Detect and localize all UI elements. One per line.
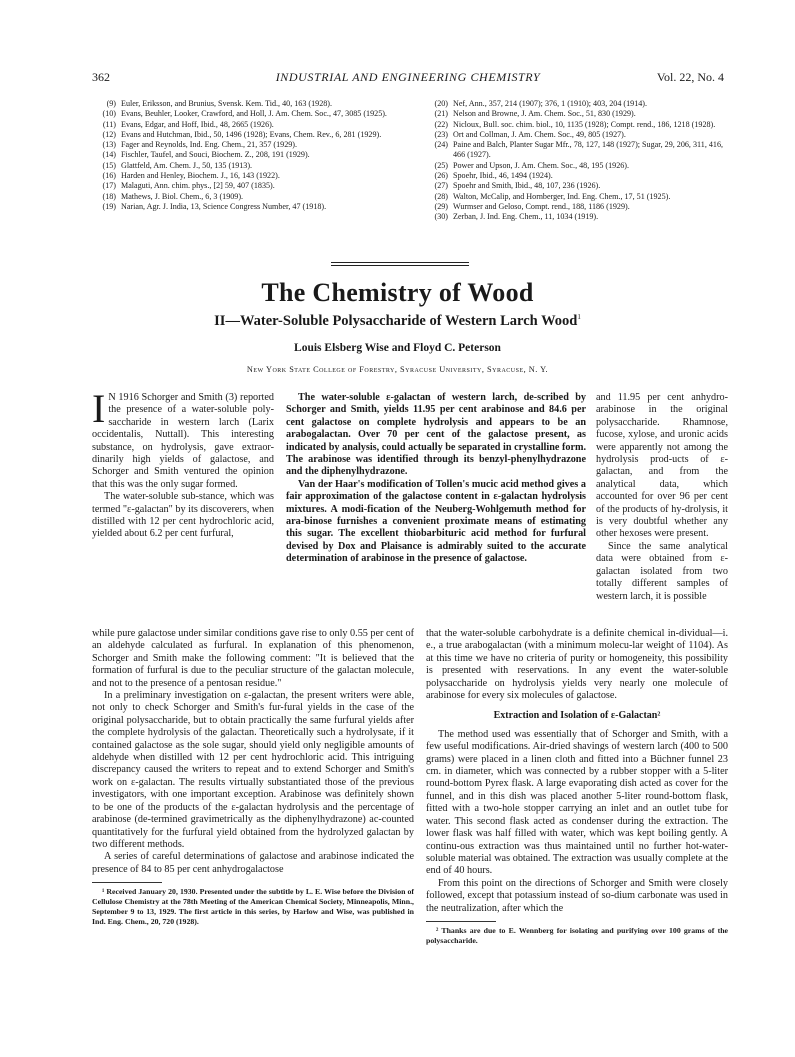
right-narrow-column xyxy=(596,392,728,603)
reference-entry xyxy=(424,99,728,109)
body-right-paragraph-1: that the water-soluble carbohydrate is a definite chemical in-dividual—i. e., a true arabogalactan (with a minimum molecu-lar weight of 1104). As at this time we have no criteria of purity or homogeneity, this possibility is presented with reservations. In any event the water-soluble polysaccharide on hydrolysis yields very nearly one molecule of arabinose for every six molecules of galactose. xyxy=(426,628,728,702)
reference-entry xyxy=(424,212,728,222)
right-column-paragraph-1: and 11.95 per cent anhydro-arabinose in the original polysaccharide. Rhamnose, fucose, xylose, and uronic acids were apparently not among the hydrolysis prod-ucts of ε-galactan, and from the analytical data, which accounted for over 96 per cent of the products of hy-drolysis, it is very doubtful whether any other hexoses were present. xyxy=(596,392,728,540)
divider-rule xyxy=(331,265,469,266)
section-heading: Extraction and Isolation of ε-Galactan² xyxy=(493,710,661,722)
reference-entry xyxy=(92,120,408,130)
reference-entry xyxy=(92,140,408,150)
reference-number: (17) xyxy=(102,181,116,191)
footnote-2: ² Thanks are due to E. Wennberg for isolating and purifying over 100 grams of the polysaccharide. xyxy=(426,925,728,945)
references-left xyxy=(92,99,408,212)
author-affiliation: New York State College of Forestry, Syracuse University, Syracuse, N. Y. xyxy=(246,365,549,374)
divider-rule xyxy=(331,262,469,263)
reference-text: Power and Upson, J. Am. Chem. Soc., 48, 195 (1926). xyxy=(453,160,630,170)
body-right-column xyxy=(426,628,728,946)
reference-entry xyxy=(92,171,408,181)
reference-text: Mathews, J. Biol. Chem., 6, 3 (1909). xyxy=(121,191,244,201)
article-subtitle xyxy=(0,313,795,330)
reference-number: (23) xyxy=(434,129,448,139)
reference-text: Walton, McCalip, and Hornberger, Ind. Eng. Chem., 17, 51 (1925). xyxy=(453,191,671,201)
body-right-paragraph-3: From this point on the directions of Schorger and Smith were closely followed, except that potassium instead of so-dium carbonate was used in the neutralization, after which the xyxy=(426,877,728,914)
reference-entry xyxy=(92,161,408,171)
reference-entry xyxy=(92,202,408,212)
subtitle-text: II—Water-Soluble Polysaccharide of Western Larch Wood xyxy=(214,313,578,329)
reference-entry xyxy=(424,192,728,202)
reference-text: Fischler, Taufel, and Souci, Biochem. Z., 208, 191 (1929). xyxy=(121,150,310,160)
reference-number: (16) xyxy=(102,171,116,181)
reference-number: (24) xyxy=(434,140,448,150)
reference-text: Euler, Eriksson, and Brunius, Svensk. Kem. Tid., 40, 163 (1928). xyxy=(121,99,333,108)
reference-text: Nef, Ann., 357, 214 (1907); 376, 1 (1910); 403, 204 (1914). xyxy=(453,99,648,108)
page-number: 362 xyxy=(92,70,110,84)
reference-text: Spoehr, Ibid., 46, 1494 (1924). xyxy=(453,171,553,181)
right-column-paragraph-2: Since the same analytical data were obtained from ε-galactan isolated from two totally different samples of western larch, it is possible xyxy=(596,540,728,602)
reference-entry xyxy=(424,120,728,130)
reference-number: (26) xyxy=(434,171,448,181)
reference-text: Harden and Henley, Biochem. J., 16, 143 (1922). xyxy=(121,171,280,181)
reference-entry xyxy=(92,192,408,202)
reference-entry xyxy=(424,181,728,191)
intro-paragraph-2: The water-soluble sub-stance, which was termed "ε-galactan" by its discoverers, when distilled with 12 per cent hydrochloric acid, yielded about 6.2 per cent furfural, xyxy=(92,491,274,540)
body-right-paragraph-2: The method used was essentially that of Schorger and Smith, with a few useful modifications. Air-dried shavings of western larch (400 to 500 grams) were placed in a linen cloth and fitted into a Büchner funnel 23 cm. in diameter, which was connected by a rubber stopper with a 5-liter round-bottom Pyrex flask. A large evaporating dish acted as cover for the funnel, and in this dish was placed another 5-liter round-bottom flask, fitted with a two-hole stopper carrying an inlet and an outlet tube for water. This second flask acted as condenser during the extraction. The lower flask was half filled with water, which was kept boiling gently. A continu-ous extraction was thus maintained until no further hot-water-soluble material was obtained. The extraction was usually complete at the end of 40 hours. xyxy=(426,728,728,877)
reference-text: Fager and Reynolds, Ind. Eng. Chem., 21, 357 (1929). xyxy=(121,140,298,150)
reference-entry xyxy=(92,130,408,140)
reference-text: Evans, Edgar, and Hoff, Ibid., 48, 2665 (1926). xyxy=(121,119,274,129)
drop-cap: I xyxy=(92,386,106,431)
reference-entry xyxy=(424,202,728,212)
reference-number: (30) xyxy=(434,212,448,222)
reference-number: (13) xyxy=(102,140,116,150)
reference-number: (28) xyxy=(434,191,448,201)
footnote-rule xyxy=(92,882,162,883)
reference-text: Nicloux, Bull. soc. chim. biol., 10, 1135 (1928); Compt. rend., 186, 1218 (1928). xyxy=(453,119,716,129)
reference-number: (18) xyxy=(102,191,116,201)
reference-number: (11) xyxy=(102,119,116,129)
journal-title: INDUSTRIAL AND ENGINEERING CHEMISTRY xyxy=(275,70,541,84)
body-left-column xyxy=(92,628,414,927)
reference-number: (20) xyxy=(434,99,448,108)
reference-text: Evans, Beuhler, Looker, Crawford, and Holl, J. Am. Chem. Soc., 47, 3085 (1925). xyxy=(121,109,387,119)
reference-number: (25) xyxy=(434,160,448,170)
article-title: The Chemistry of Wood xyxy=(261,278,534,307)
reference-text: Nelson and Browne, J. Am. Chem. Soc., 51, 830 (1929). xyxy=(453,109,636,119)
reference-entry xyxy=(424,109,728,119)
reference-number: (19) xyxy=(102,201,116,211)
reference-text: Spoehr and Smith, Ibid., 48, 107, 236 (1926). xyxy=(453,181,601,191)
reference-entry xyxy=(424,140,728,161)
body-left-paragraph-1: while pure galactose under similar conditions gave rise to only 0.55 per cent of an aldehyde calculated as furfural. In explanation of this phenomenon, Schorger and Smith make the following comment: "It is believed that the formation of furfural is due to the peculiar structure of the galactan molecule, and not to the presence of a pentosan residue." xyxy=(92,628,414,689)
reference-entry xyxy=(424,171,728,181)
reference-number: (27) xyxy=(434,181,448,191)
abstract-block xyxy=(286,392,586,566)
reference-entry xyxy=(92,99,408,109)
reference-entry xyxy=(424,161,728,171)
subtitle-footnote-mark: 1 xyxy=(577,313,581,322)
reference-text: Wurmser and Geloso, Compt. rend., 188, 1186 (1929). xyxy=(453,201,630,211)
reference-number: (12) xyxy=(102,129,116,139)
reference-text: Ort and Collman, J. Am. Chem. Soc., 49, 805 (1927). xyxy=(453,129,626,139)
reference-number: (15) xyxy=(102,160,116,170)
references-right xyxy=(424,99,728,223)
reference-number: (21) xyxy=(434,109,448,119)
running-header xyxy=(92,70,724,86)
reference-entry xyxy=(92,109,408,119)
reference-text: Narian, Agr. J. India, 13, Science Congress Number, 47 (1918). xyxy=(121,201,327,211)
footnote-1: ¹ Received January 20, 1930. Presented under the subtitle by L. E. Wise before the Division of Cellulose Chemistry at the 78th Meeting of the American Chemical Society, Minneapolis, Minn., September 9 to 13, 1929. The first article in this series, by Harlow and Wise, was published in Ind. Eng. Chem., 20, 720 (1928). xyxy=(92,887,414,927)
intro-paragraph-1: N 1916 Schorger and Smith (3) reported the presence of a water-soluble poly-saccharide in western larch (Larix occidentalis, Nuttall). This interesting substance, on hydrolysis, gave extraor-dinarily high yields of galactose, and Schorger and Smith ventured the opinion that this was the only sugar formed. xyxy=(92,392,274,490)
reference-number: (29) xyxy=(434,201,448,211)
reference-text: Evans and Hutchman, Ibid., 50, 1496 (1928); Evans, Chem. Rev., 6, 281 (1929). xyxy=(121,129,382,139)
article-authors: Louis Elsberg Wise and Floyd C. Peterson xyxy=(294,342,501,354)
reference-text: Zerban, J. Ind. Eng. Chem., 11, 1034 (1919). xyxy=(453,212,599,222)
abstract-paragraph-1: The water-soluble ε-galactan of western larch, de-scribed by Schorger and Smith, yields 11.95 per cent arabinose and 84.6 per cent galactose on complete hydrolysis and appears to be an arabogalactan. Over 70 per cent of the galactose present, as indicated by analysis, could actually be separated in crystalline form. The arabinose was identified through its benzyl-phenylhydrazone and the diphenylhydrazone. xyxy=(286,392,586,478)
body-left-paragraph-2: In a preliminary investigation on ε-galactan, the present writers were able, not only to check Schorger and Smith's fur-fural yields in the case of the original polysaccharide, but to obtain practically the same furfural yields after the complete hydrolysis of the galactan. Theoretically such a hydrolysate, if it contained galactose as the sole sugar, should yield only negligible amounts of aldehyde when distilled with 12 per cent hydrochloric acid. This intriguing discrepancy caused the writers to repeat and to extend Schorger and Smith's work on ε-galactan. The results virtually substantiated those of the previous investigators, with one important exception. Arabinose was definitely shown to be one of the products of the ε-galactan hydrolysis and the percentage of arabinose (de-termined gravimetrically as the diphenylhydrazone) ac-counted quantitatively for the furfural yield obtained from the hydrolyzed galactan by two different methods. xyxy=(92,690,414,850)
reference-entry xyxy=(92,150,408,160)
body-left-paragraph-3: A series of careful determinations of galactose and arabinose indicated the presence of 84 to 85 per cent anhydrogalactose xyxy=(92,851,414,875)
reference-number: (10) xyxy=(102,109,116,119)
reference-text: Paine and Balch, Planter Sugar Mfr., 78, 127, 148 (1927); Sugar, 29, 206, 311, 416, 466 (1927). xyxy=(453,140,724,160)
intro-column xyxy=(92,386,274,541)
abstract-paragraph-2: Van der Haar's modification of Tollen's mucic acid method gives a fair approximation of the galactose content in ε-galactan hydrolysis mixtures. A modi-fication of the Neuberg-Wohlgemuth method for ara-binose furnishes a convenient proximate means of estimating this sugar. The excellent thiobarbituric acid method for furfural devised by Dox and Plaisance is admirably suited to the accurate determination of arabinose in the presence of galactose. xyxy=(286,478,586,565)
reference-entry xyxy=(424,130,728,140)
volume-issue: Vol. 22, No. 4 xyxy=(656,70,724,84)
reference-text: Malaguti, Ann. chim. phys., [2] 59, 407 (1835). xyxy=(121,181,275,191)
reference-number: (14) xyxy=(102,150,116,160)
reference-number: (22) xyxy=(434,119,448,129)
reference-text: Glattfeld, Am. Chem. J., 50, 135 (1913). xyxy=(121,160,253,170)
footnote-rule xyxy=(426,921,496,922)
reference-entry xyxy=(92,181,408,191)
reference-number: (9) xyxy=(106,99,116,108)
